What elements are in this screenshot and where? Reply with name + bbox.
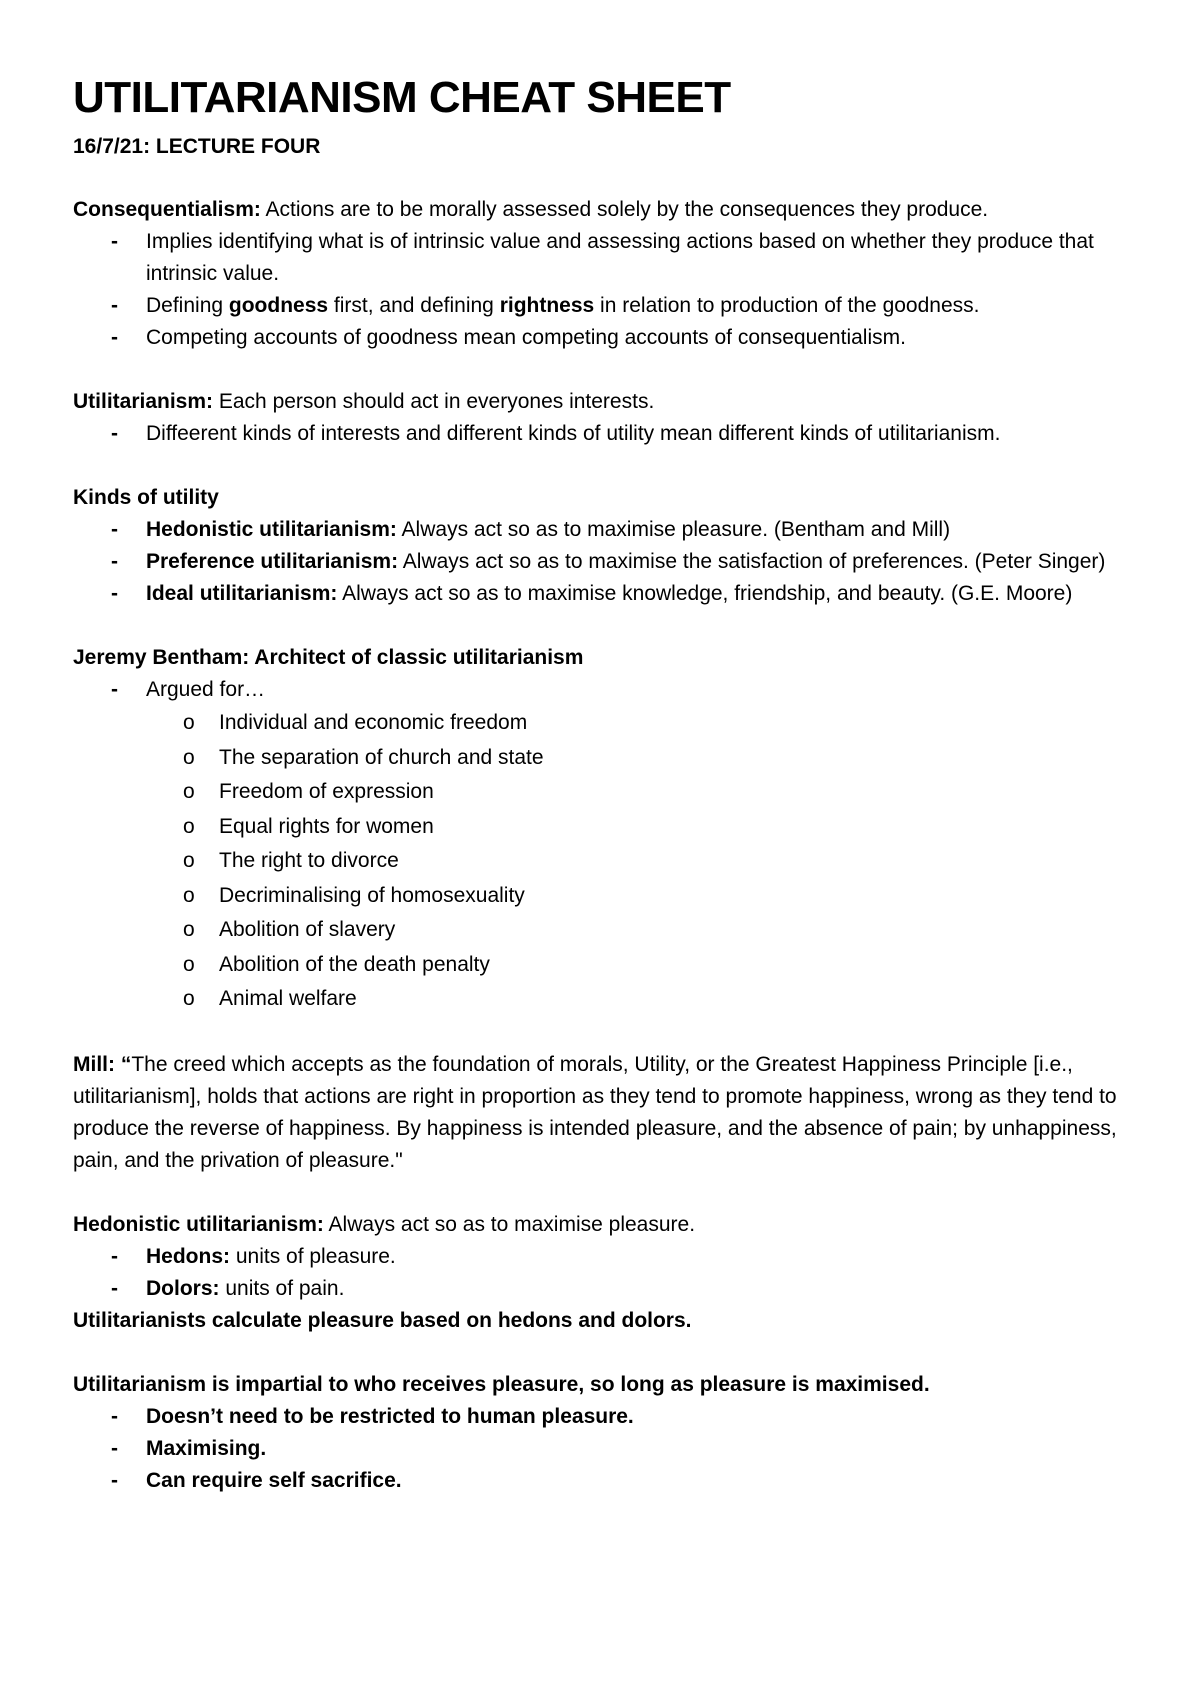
kinds-list: [73, 514, 1133, 610]
mill-quote: [73, 1049, 1133, 1177]
rightness-term: rightness: [499, 294, 595, 317]
list-item-text: Implies identifying what is of intrinsic value and assessing actions based on whether they produce that intrinsic value.: [146, 230, 1094, 285]
preference-term: Preference utilitarianism:: [146, 550, 399, 573]
bentham-sublist: [73, 706, 1133, 1017]
bentham-heading: Jeremy Bentham: Architect of classic utilitarianism: [73, 646, 584, 669]
spacer: [73, 1177, 1133, 1209]
list-item-text: Competing accounts of goodness mean competing accounts of consequentialism.: [146, 326, 906, 349]
list-item: - Maximising.: [73, 1433, 1133, 1465]
impartial-heading: Utilitarianism is impartial to who receives pleasure, so long as pleasure is maximised.: [73, 1372, 930, 1396]
hedonistic-heading-term: Hedonistic utilitarianism:: [73, 1212, 324, 1236]
hedonistic-list: [73, 1241, 1133, 1305]
list-item: [73, 514, 1133, 546]
spacer: [73, 450, 1133, 482]
bentham-list: [73, 674, 1133, 706]
page-title: UTILITARIANISM CHEAT SHEET: [73, 73, 731, 122]
document-page: [73, 70, 1133, 1497]
spacer: [73, 1017, 1133, 1049]
sublist-item: o Abolition of slavery: [73, 913, 1133, 948]
list-item: [73, 322, 1133, 354]
sublist-item: o Decriminalising of homosexuality: [73, 879, 1133, 914]
consequentialism-term: Consequentialism:: [73, 198, 261, 221]
sublist-item: o Individual and economic freedom: [73, 706, 1133, 741]
list-item: [73, 226, 1133, 290]
spacer: [73, 354, 1133, 386]
hedonistic-conclusion: Utilitarianists calculate pleasure based on hedons and dolors.: [73, 1308, 692, 1332]
list-item: [73, 290, 1133, 322]
list-item: [73, 1273, 1133, 1305]
hedonistic-term: Hedonistic utilitarianism:: [146, 518, 397, 541]
list-item-text: Always act so as to maximise knowledge, friendship, and beauty. (G.E. Moore): [337, 582, 1073, 605]
list-item-text: units of pain.: [219, 1276, 345, 1300]
utilitarianism-list: [73, 418, 1133, 450]
mill-quote-text: The creed which accepts as the foundation of morals, Utility, or the Greatest Happiness Principle [i.e., utilitarianism], holds that actions are right in proportion as they tend to promote happiness, wrong as they tend to produce the reverse of happiness. By happiness is intended pleasure, and the absence of pain; by unhappiness, pain, and the privation of pleasure.": [73, 1052, 1117, 1172]
hedons-term: Hedons:: [146, 1244, 230, 1268]
list-item-text: units of pleasure.: [230, 1244, 396, 1268]
list-item: - Argued for…: [73, 674, 1133, 706]
list-item: - Diffeerent kinds of interests and different kinds of utility mean different kinds of utilitarianism.: [73, 418, 1133, 450]
list-item-text: Always act so as to maximise the satisfaction of preferences. (Peter Singer): [398, 550, 1106, 573]
list-item: [73, 1241, 1133, 1273]
list-item: [73, 578, 1133, 610]
kinds-heading: Kinds of utility: [73, 486, 219, 509]
utilitarianism-definition: [73, 386, 1133, 418]
hedonistic-text: Always act so as to maximise pleasure.: [323, 1212, 696, 1236]
sublist-item: o Abolition of the death penalty: [73, 948, 1133, 983]
consequentialism-definition: [73, 194, 1133, 226]
sublist-item: o Animal welfare: [73, 982, 1133, 1017]
sublist-item: o The right to divorce: [73, 844, 1133, 879]
list-item-text: in relation to production of the goodness.: [594, 294, 980, 317]
spacer: [73, 610, 1133, 642]
impartial-list: [73, 1401, 1133, 1497]
ideal-term: Ideal utilitarianism:: [146, 582, 338, 605]
hedonistic-definition: [73, 1209, 1133, 1241]
consequentialism-list: [73, 226, 1133, 354]
list-item: [73, 546, 1133, 578]
list-item-text: Defining: [146, 294, 229, 317]
utilitarianism-term: Utilitarianism:: [73, 390, 214, 413]
sublist-item: o The separation of church and state: [73, 741, 1133, 776]
utilitarianism-text: Each person should act in everyones interests.: [213, 390, 655, 413]
mill-term: Mill: “: [73, 1052, 132, 1076]
list-item-text: Always act so as to maximise pleasure. (Bentham and Mill): [396, 518, 951, 541]
sublist-item: o Equal rights for women: [73, 810, 1133, 845]
list-item-text: first, and defining: [328, 294, 500, 317]
spacer: [73, 1337, 1133, 1369]
list-item: - Can require self sacrifice.: [73, 1465, 1133, 1497]
list-item: - Doesn’t need to be restricted to human pleasure.: [73, 1401, 1133, 1433]
goodness-term: goodness: [228, 294, 329, 317]
dolors-term: Dolors:: [146, 1276, 220, 1300]
sublist-item: o Freedom of expression: [73, 775, 1133, 810]
consequentialism-text: Actions are to be morally assessed solely by the consequences they produce.: [260, 198, 989, 221]
spacer: [73, 162, 1133, 194]
lecture-subtitle: 16/7/21: LECTURE FOUR: [73, 135, 321, 158]
